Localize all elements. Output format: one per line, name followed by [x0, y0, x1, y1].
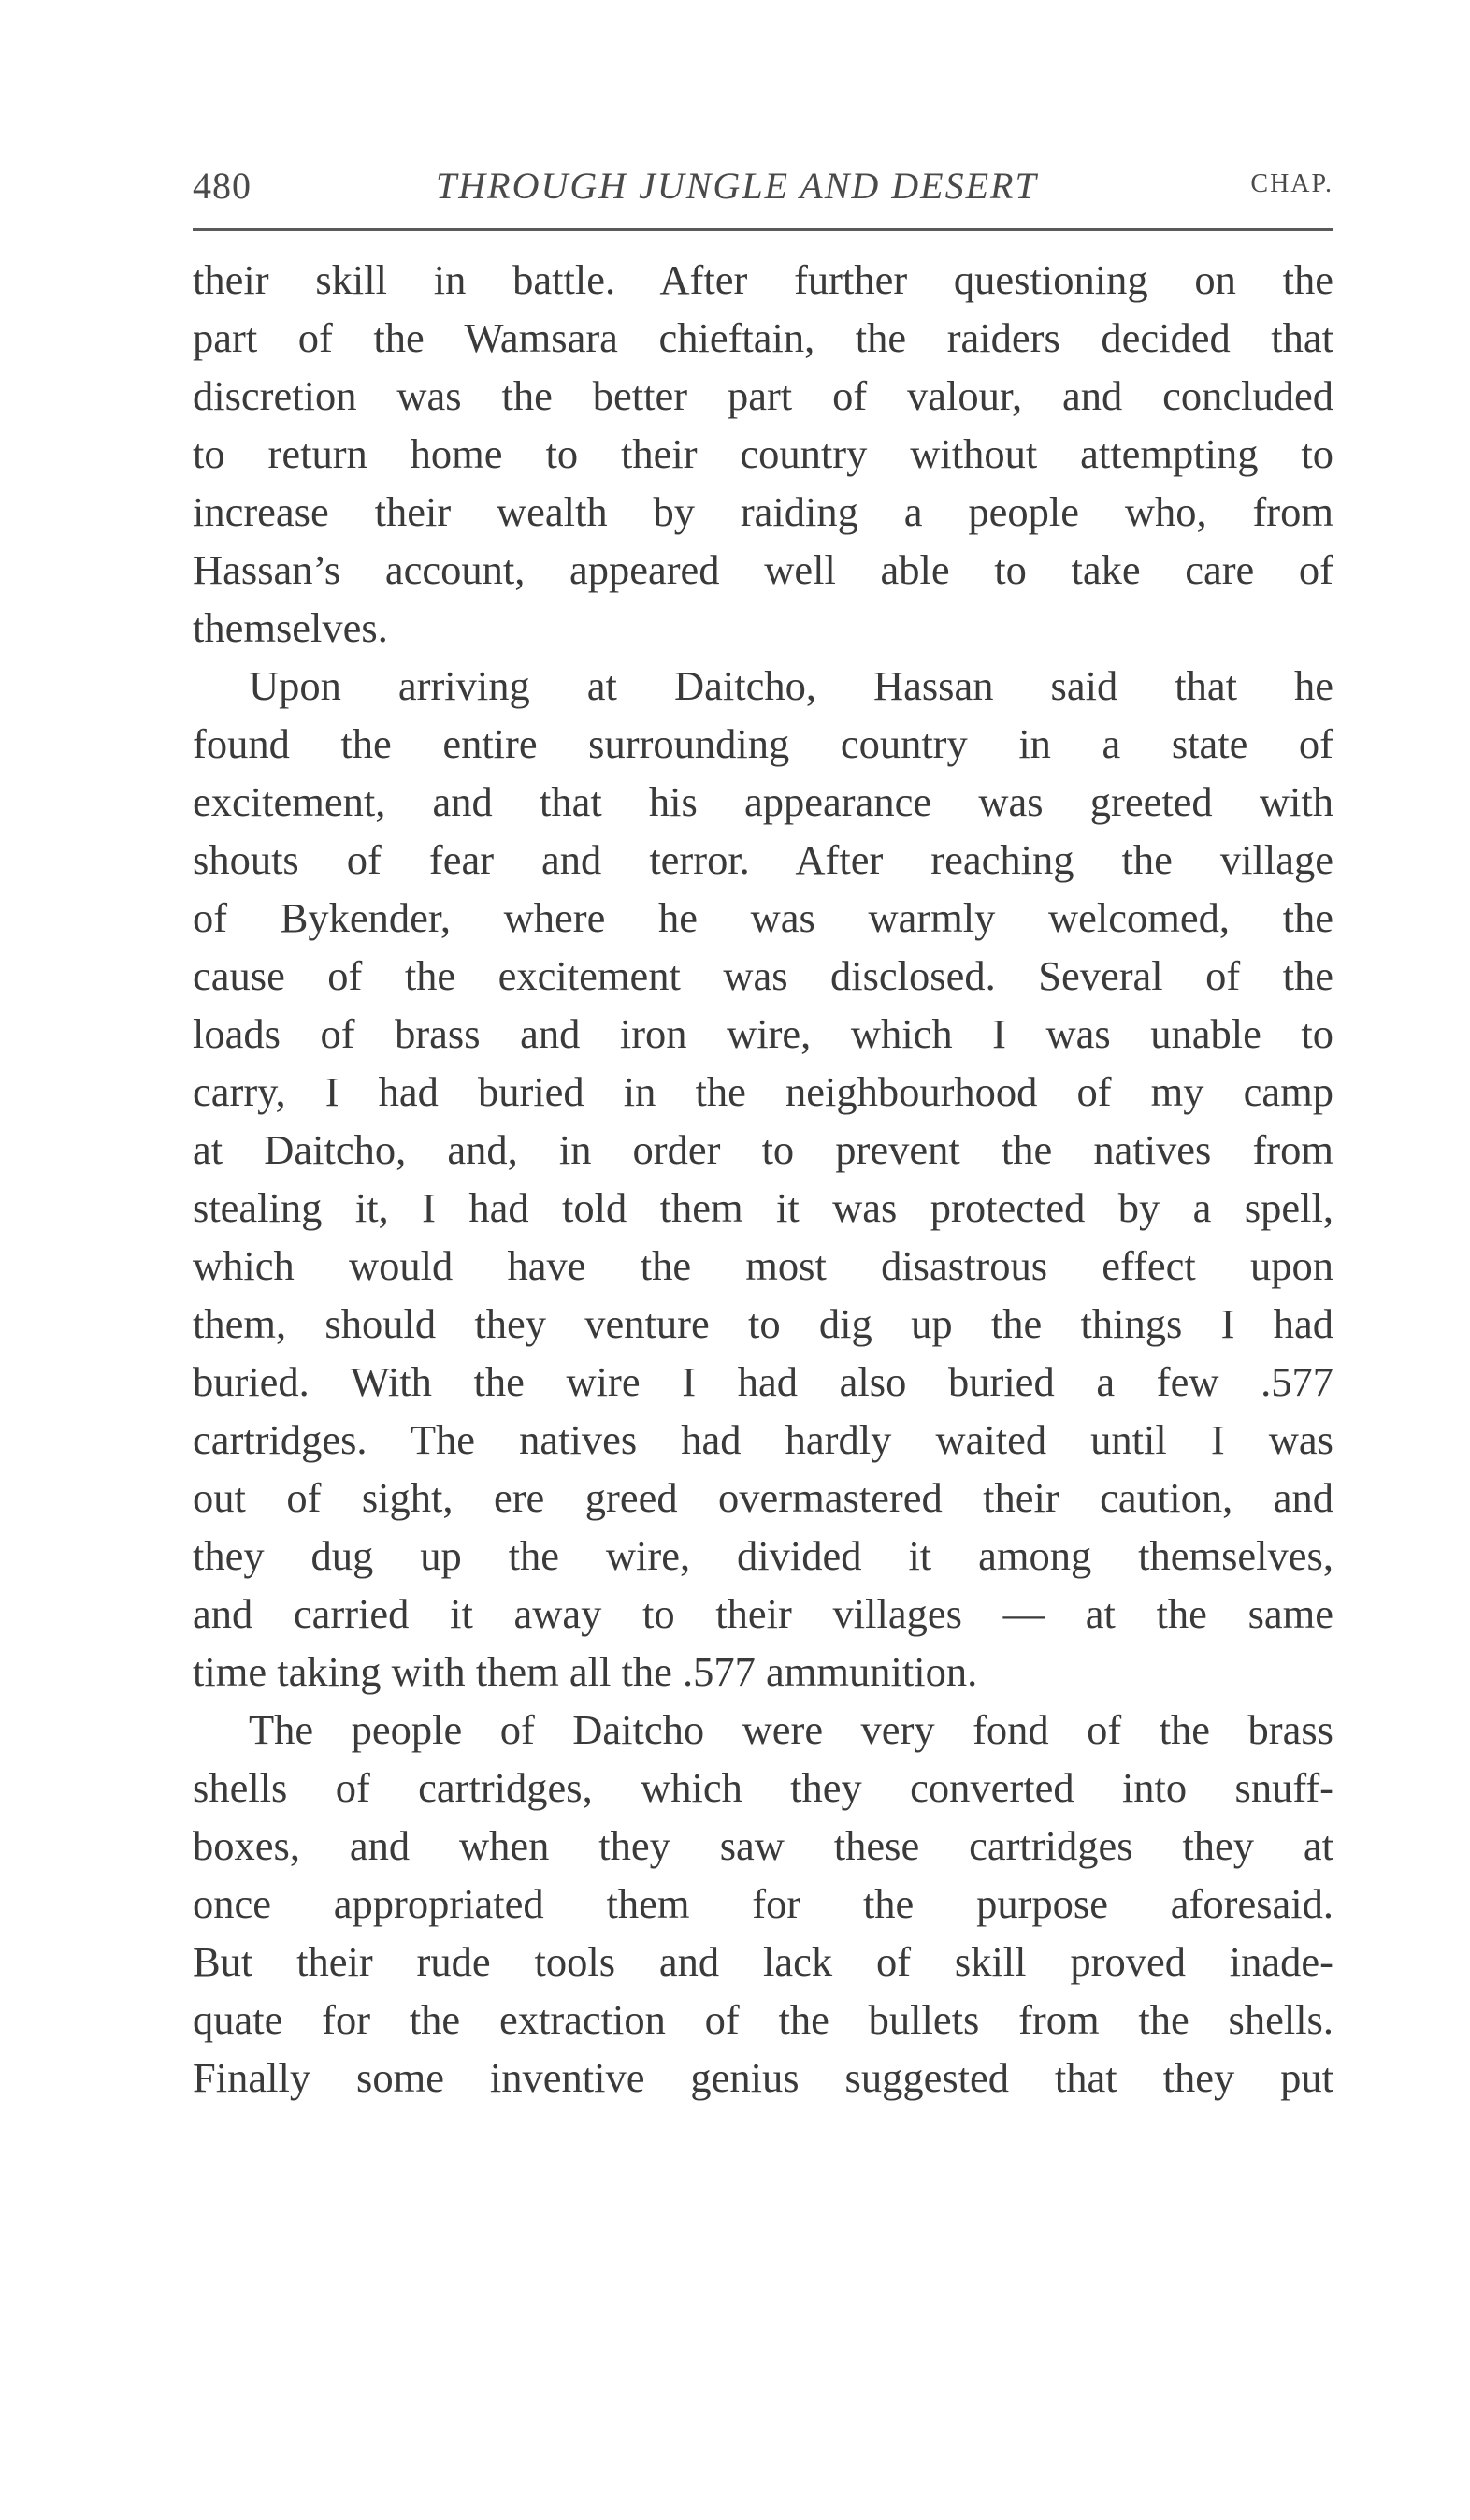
text-line: to return home to their country without attempting to — [193, 430, 1333, 477]
paragraph-2 — [193, 657, 1333, 1701]
paragraph-3 — [193, 1701, 1333, 2107]
text-line: Upon arriving at Daitcho, Hassan said that he — [249, 662, 1333, 709]
body-text — [193, 251, 1333, 2107]
text-line: themselves. — [193, 604, 388, 651]
text-line: shouts of fear and terror. After reaching the village — [193, 836, 1333, 883]
text-line: out of sight, ere greed overmastered their caution, and — [193, 1474, 1333, 1521]
text-line: Finally some inventive genius suggested that they put — [193, 2054, 1333, 2101]
text-line: Hassan’s account, appeared well able to take care of — [193, 546, 1333, 593]
text-line: discretion was the better part of valour, and concluded — [193, 372, 1333, 419]
text-line: part of the Wamsara chieftain, the raiders decided that — [193, 314, 1333, 361]
page-number: 480 — [193, 165, 252, 207]
text-line: increase their wealth by raiding a people who, from — [193, 488, 1333, 535]
text-line: shells of cartridges, which they converted into snuff- — [193, 1764, 1333, 1811]
running-head — [193, 164, 1333, 220]
text-line: time taking with them all the .577 ammunition. — [193, 1648, 978, 1695]
text-line: cause of the excitement was disclosed. Several of the — [193, 952, 1333, 999]
chapter-label: CHAP. — [1250, 169, 1333, 198]
text-line: at Daitcho, and, in order to prevent the natives from — [193, 1126, 1333, 1173]
text-line: cartridges. The natives had hardly waited until I was — [193, 1416, 1333, 1463]
text-line: and carried it away to their villages — at the same — [193, 1590, 1333, 1637]
text-line: once appropriated them for the purpose aforesaid. — [193, 1880, 1333, 1927]
text-line: them, should they venture to dig up the things I had — [193, 1300, 1333, 1347]
text-line: they dug up the wire, divided it among themselves, — [193, 1532, 1333, 1579]
text-line: found the entire surrounding country in a state of — [193, 720, 1333, 767]
text-line: stealing it, I had told them it was protected by a spell, — [193, 1184, 1333, 1231]
running-title: THROUGH JUNGLE AND DESERT — [436, 165, 1038, 207]
header-rule — [193, 228, 1333, 231]
text-line: their skill in battle. After further questioning on the — [193, 256, 1333, 303]
text-line: which would have the most disastrous effect upon — [193, 1242, 1333, 1289]
text-line: boxes, and when they saw these cartridges they at — [193, 1822, 1333, 1869]
text-line: The people of Daitcho were very fond of the brass — [249, 1706, 1333, 1753]
text-line: quate for the extraction of the bullets from the shells. — [193, 1996, 1333, 2043]
text-line: of Bykender, where he was warmly welcomed, the — [193, 894, 1333, 941]
paragraph-1 — [193, 251, 1333, 657]
text-line: carry, I had buried in the neighbourhood of my camp — [193, 1068, 1333, 1115]
text-line: excitement, and that his appearance was greeted with — [193, 778, 1333, 825]
text-line: But their rude tools and lack of skill proved inade- — [193, 1938, 1333, 1985]
text-line: loads of brass and iron wire, which I was unable to — [193, 1010, 1333, 1057]
text-line: buried. With the wire I had also buried a few .577 — [193, 1358, 1333, 1405]
